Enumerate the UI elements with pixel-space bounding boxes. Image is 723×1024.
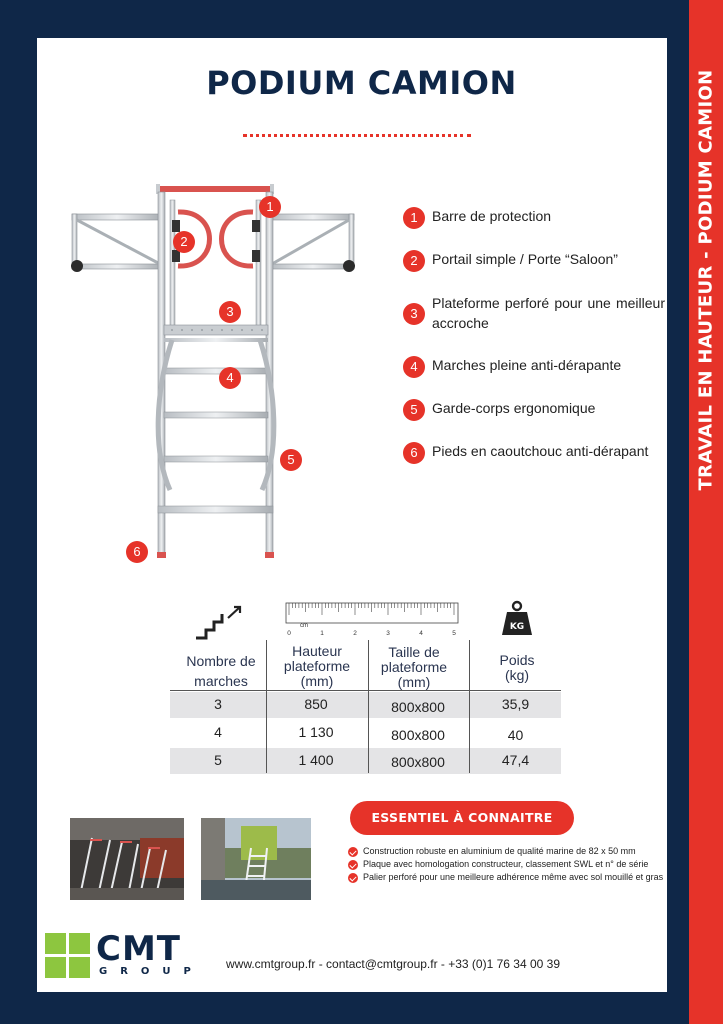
side-title: TRAVAIL EN HAUTEUR - PODIUM CAMION [695, 69, 717, 491]
feature-number: 1 [403, 207, 425, 229]
cell-steps: 5 [214, 752, 222, 768]
list-item [348, 872, 668, 883]
check-icon [348, 860, 358, 870]
ruler-icon [284, 602, 460, 638]
table-row [170, 720, 561, 746]
feature-item [403, 398, 665, 421]
feature-number: 2 [403, 250, 425, 272]
page-title: PODIUM CAMION [206, 64, 517, 102]
ruler-label: 2 [353, 630, 357, 637]
table-row [170, 692, 561, 718]
feature-number: 3 [403, 303, 425, 325]
list-item [348, 859, 678, 870]
table-row [170, 748, 561, 774]
contact-line: www.cmtgroup.fr - contact@cmtgroup.fr - +33 (0)1 76 34 00 39 [226, 957, 560, 971]
callout-6: 6 [126, 541, 148, 563]
feature-item [403, 441, 665, 464]
title-divider [243, 134, 471, 137]
feature-item [403, 355, 665, 378]
cell-height: 1 130 [298, 724, 334, 740]
list-item [348, 846, 678, 857]
header-line: plateforme [283, 658, 351, 674]
header-height [272, 644, 362, 689]
cell-steps: 4 [214, 724, 222, 740]
callout-5: 5 [280, 449, 302, 471]
cell-size: 800x800 [391, 699, 445, 715]
callout-2: 2 [173, 231, 195, 253]
logo-square [45, 933, 66, 954]
cell-size: 800x800 [391, 754, 445, 770]
ruler-label: 4 [419, 630, 423, 637]
header-line: (mm) [397, 674, 431, 690]
essentiel-button: ESSENTIEL À CONNAITRE [350, 801, 574, 835]
photo-warehouse [70, 818, 184, 900]
table-header-rule [170, 690, 561, 691]
check-icon [348, 847, 358, 857]
feature-number: 5 [403, 399, 425, 421]
cell-weight: 47,4 [501, 752, 530, 768]
feature-number: 4 [403, 356, 425, 378]
cell-height: 1 400 [298, 752, 334, 768]
cell-weight: 35,9 [501, 696, 530, 712]
ruler-unit: cm [300, 623, 308, 629]
cell-height: 850 [304, 696, 328, 712]
callout-3: 3 [219, 301, 241, 323]
table-divider [266, 640, 267, 773]
feature-item [403, 206, 665, 229]
feature-text: Portail simple / Porte “Saloon” [432, 251, 618, 267]
feature-text: Plateforme perforé pour une meilleur accroche [432, 295, 665, 331]
callout-1: 1 [259, 196, 281, 218]
logo-square [69, 933, 90, 954]
cell-weight: 40 [507, 727, 524, 743]
weight-kg-icon [500, 600, 534, 638]
feature-text: Garde-corps ergonomique [432, 400, 596, 416]
header-line: Hauteur [292, 643, 342, 659]
header-line: (mm) [300, 673, 334, 689]
header-line: marches [194, 673, 248, 689]
stairs-icon [194, 604, 244, 640]
cell-size: 800x800 [391, 727, 445, 743]
essentiel-list [348, 846, 678, 885]
product-illustration [60, 180, 380, 570]
feature-text: Barre de protection [432, 208, 552, 224]
list-item-text: Construction robuste en aluminium de qualité marine de 82 x 50 mm [363, 846, 636, 856]
cell-steps: 3 [214, 696, 222, 712]
feature-text: Marches pleine anti-dérapante [432, 357, 622, 373]
list-item-text: Palier perforé pour une meilleure adhérence même avec sol mouillé et gras [363, 872, 664, 882]
logo-sub: GROUP [99, 966, 204, 977]
callout-4: 4 [219, 367, 241, 389]
feature-item [403, 249, 665, 272]
logo-name: CMT [96, 929, 181, 969]
list-item-text: Plaque avec homologation constructeur, classement SWL et n° de série [363, 859, 649, 869]
header-size [369, 645, 459, 690]
header-steps [176, 651, 266, 691]
ruler-label: 5 [452, 630, 456, 637]
logo-square [45, 957, 66, 978]
table-divider [368, 640, 369, 773]
photo-truck [201, 818, 311, 900]
header-line: (kg) [504, 667, 530, 683]
logo-square [69, 957, 90, 978]
header-line: Taille de [388, 644, 440, 660]
header-line: plateforme [380, 659, 448, 675]
weight-label: KG [509, 622, 525, 632]
ruler-label: 1 [320, 630, 324, 637]
header-weight [472, 653, 562, 683]
ruler-label: 0 [287, 630, 291, 637]
feature-item [403, 293, 665, 333]
header-line: Poids [499, 652, 535, 668]
ruler-label: 3 [386, 630, 390, 637]
cmt-logo [45, 929, 204, 979]
header-line: Nombre de [186, 653, 256, 669]
feature-text: Pieds en caoutchouc anti-dérapant [432, 443, 649, 459]
table-divider [469, 640, 470, 773]
check-icon [348, 873, 358, 883]
feature-number: 6 [403, 442, 425, 464]
